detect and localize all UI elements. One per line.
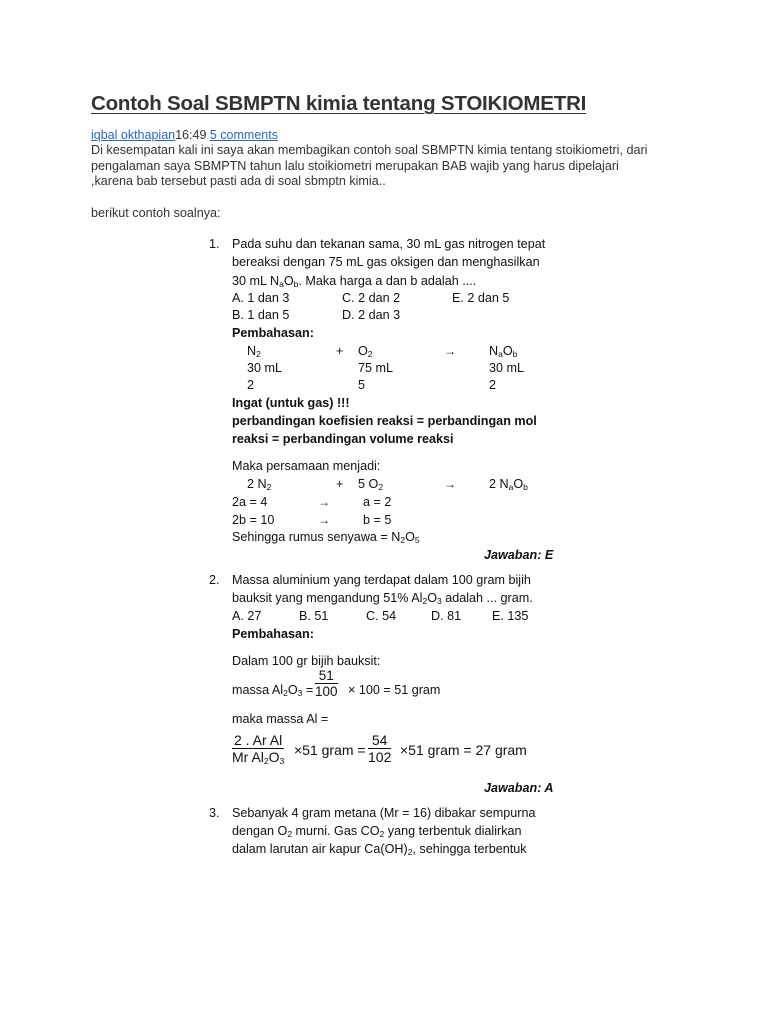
q1-eq-plus: + (336, 477, 344, 491)
q1-volume-n2: 30 mL (247, 361, 283, 375)
q1-rule-line1: perbandingan koefisien reaksi = perbandingan mol (232, 414, 537, 428)
fraction-denominator: Mr $Al_2O_3$ (232, 749, 285, 766)
q1-arrow-icon: → (444, 344, 456, 358)
q1-maka: Maka persamaan menjadi: (232, 459, 381, 473)
q2-fraction-3 (368, 732, 391, 765)
q2-fraction-3-rest: ×51 gram = 27 gram (400, 742, 527, 758)
q1-rule-line2: reaksi = perbandingan volume reaksi (232, 432, 454, 446)
q1-product: $N_aO_b$ (489, 344, 518, 359)
q1-reactant-o2: $O_2$ (358, 344, 373, 359)
q1-step2-right: b = 5 (363, 513, 392, 527)
q1-option-d: D. 2 dan 3 (342, 308, 401, 322)
q1-option-b: B. 1 dan 5 (232, 308, 290, 322)
q1-eq-n2: 2 $N_2$ (247, 477, 272, 492)
intro-line: ,karena bab tersebut pasti ada di soal sbmptn kimia.. (91, 174, 386, 188)
post-time: 16:49 (175, 128, 207, 142)
q2-option-b: B. 51 (299, 609, 329, 623)
q1-reactant-n2: $N_2$ (247, 344, 261, 359)
q1-ratio-n2: 2 (247, 378, 255, 392)
q1-pembahasan-heading: Pembahasan: (232, 326, 314, 340)
q2-dalam: Dalam 100 gr bijih bauksit: (232, 654, 381, 668)
q1-number: 1. (209, 237, 220, 251)
q2-option-c: C. 54 (366, 609, 397, 623)
q1-line2: bereaksi dengan 75 mL gas oksigen dan menghasilkan (232, 255, 540, 269)
q2-fraction-2 (232, 732, 284, 765)
post-byline (91, 128, 278, 142)
q1-step2-arrow-icon: → (318, 513, 330, 527)
author-link[interactable]: iqbal okthapian (91, 128, 176, 142)
fraction-denominator: 100 (315, 684, 338, 699)
q1-ingat: Ingat (untuk gas) !!! (232, 396, 350, 410)
q2-fraction-1-rest: × 100 = 51 gram (348, 683, 441, 697)
q2-line2: bauksit yang mengandung 51% $Al_2O_3$ adalah ... gram. (232, 591, 533, 606)
q1-option-c: C. 2 dan 2 (342, 291, 401, 305)
q1-plus: + (336, 344, 344, 358)
page-title: Contoh Soal SBMPTN kimia tentang STOIKIOMETRI (91, 92, 587, 115)
q2-massa-label: massa $Al_2O_3$ = (232, 683, 314, 698)
q2-option-a: A. 27 (232, 609, 262, 623)
q1-answer: Jawaban: E (484, 548, 554, 562)
fraction-numerator: 54 (371, 732, 388, 748)
q1-eq-product: 2 $N_aO_b$ (489, 477, 528, 492)
q2-option-d: D. 81 (431, 609, 462, 623)
q3-line3: dalam larutan air kapur $Ca(OH)_2$, sehingga terbentuk (232, 842, 527, 857)
fraction-numerator: 2 . Ar Al (234, 732, 283, 748)
lead-text: berikut contoh soalnya: (91, 206, 221, 220)
q3-line2: dengan $O_2$ murni. Gas $CO_2$ yang terbentuk dialirkan (232, 824, 522, 839)
q3-number: 3. (209, 806, 220, 820)
q1-step1-arrow-icon: → (318, 495, 330, 509)
q1-option-e: E. 2 dan 5 (452, 291, 510, 305)
q1-step1-right: a = 2 (363, 495, 392, 509)
q2-answer: Jawaban: A (484, 781, 554, 795)
intro-line: Di kesempatan kali ini saya akan membagikan contoh soal SBMPTN kimia tentang stoikiometri, dari (91, 143, 648, 157)
q1-ratio-product: 2 (489, 378, 497, 392)
q1-conclusion: Sehingga rumus senyawa = $N_2O_5$ (232, 530, 420, 545)
q2-pembahasan-heading: Pembahasan: (232, 627, 314, 641)
q1-eq-arrow-icon: → (444, 477, 456, 491)
q1-line1: Pada suhu dan tekanan sama, 30 mL gas nitrogen tepat (232, 237, 546, 251)
fraction-numerator: 51 (318, 668, 334, 683)
q1-volume-o2: 75 mL (358, 361, 394, 375)
q1-eq-o2: 5 $O_2$ (358, 477, 384, 492)
q1-step2-left: 2b = 10 (232, 513, 275, 527)
intro-line: pengalaman saya SBMPTN tahun lalu stoikiometri merupakan BAB wajib yang harus dipelajari (91, 158, 619, 173)
fraction-denominator: 102 (368, 749, 392, 765)
q3-line1: Sebanyak 4 gram metana (Mr = 16) dibakar sempurna (232, 806, 536, 820)
q1-step1-left: 2a = 4 (232, 495, 268, 509)
q2-fraction-2-rest: ×51 gram = (294, 742, 366, 758)
q2-line1: Massa aluminium yang terdapat dalam 100 gram bijih (232, 573, 531, 587)
q1-volume-product: 30 mL (489, 361, 525, 375)
q1-option-a: A. 1 dan 3 (232, 291, 290, 305)
q2-number: 2. (209, 573, 220, 587)
q2-option-e: E. 135 (492, 609, 529, 623)
q1-line3: 30 mL $N_aO_b$. Maka harga a dan b adalah .... (232, 274, 477, 289)
q2-maka: maka massa Al = (232, 712, 329, 726)
q1-ratio-o2: 5 (358, 378, 366, 392)
intro-paragraph (91, 143, 691, 190)
scanned-questions-image (205, 232, 557, 862)
comments-link[interactable]: 5 comments (209, 128, 278, 142)
q2-fraction-1 (315, 668, 338, 699)
